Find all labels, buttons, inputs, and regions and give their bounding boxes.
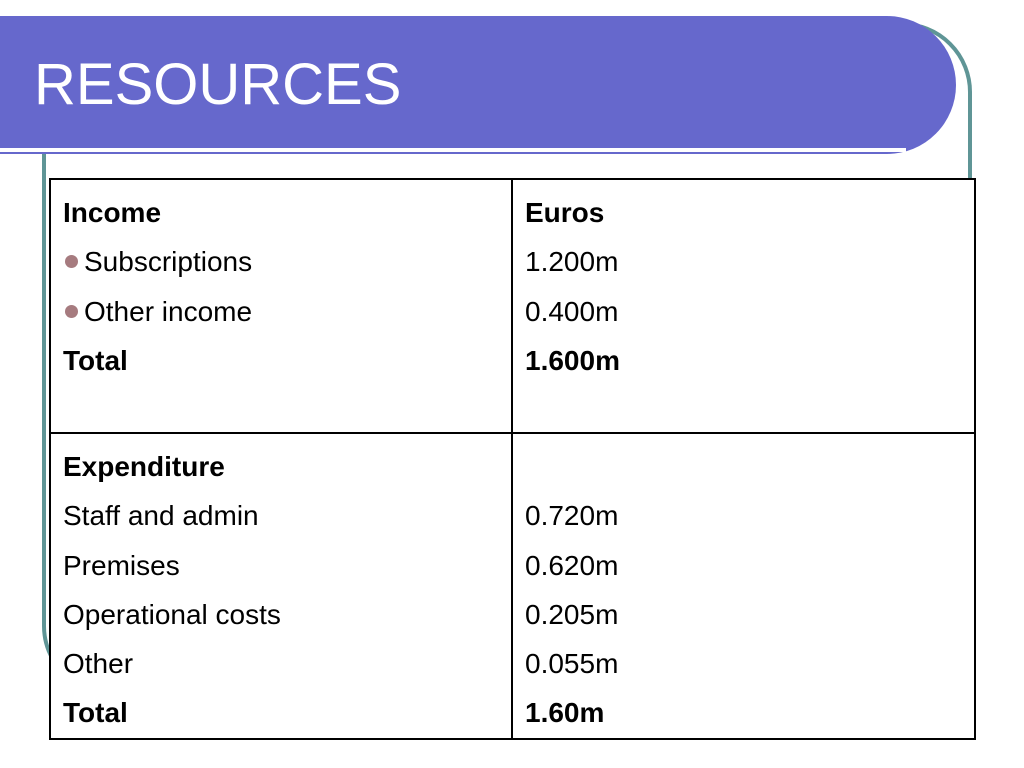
expenditure-item-label: Staff and admin (63, 500, 259, 532)
income-row (50, 179, 975, 433)
expenditure-total-value: 1.60m (525, 697, 605, 729)
income-item-label: Other income (84, 295, 253, 327)
expenditure-item-value: 0.205m (525, 598, 619, 630)
income-item (63, 287, 511, 336)
income-item-value: 0.400m (525, 295, 619, 327)
expenditure-label-cell (50, 433, 512, 739)
slide-title: RESOURCES (34, 52, 402, 117)
expenditure-item-label: Premises (63, 549, 180, 581)
income-value-cell (512, 179, 975, 433)
expenditure-total-label: Total (63, 697, 128, 729)
expenditure-value-cell (512, 433, 975, 739)
title-underline (0, 148, 906, 152)
euros-heading: Euros (525, 197, 605, 228)
income-total-label: Total (63, 344, 128, 376)
expenditure-item-value: 0.620m (525, 549, 619, 581)
bullet-icon (65, 305, 78, 318)
expenditure-heading-spacer (525, 442, 974, 491)
income-item-value: 1.200m (525, 246, 619, 278)
bullet-icon (65, 255, 78, 268)
income-heading: Income (63, 197, 162, 228)
income-item (63, 237, 511, 286)
income-total-value: 1.600m (525, 344, 620, 376)
income-item-label: Subscriptions (84, 246, 253, 278)
expenditure-item-label: Other (63, 648, 134, 680)
expenditure-item-label: Operational costs (63, 598, 281, 630)
income-label-cell (50, 179, 512, 433)
expenditure-item-value: 0.055m (525, 648, 619, 680)
expenditure-item-value: 0.720m (525, 500, 619, 532)
expenditure-heading: Expenditure (63, 451, 225, 482)
resources-table (49, 178, 976, 740)
expenditure-row (50, 433, 975, 739)
title-bar (0, 16, 956, 154)
